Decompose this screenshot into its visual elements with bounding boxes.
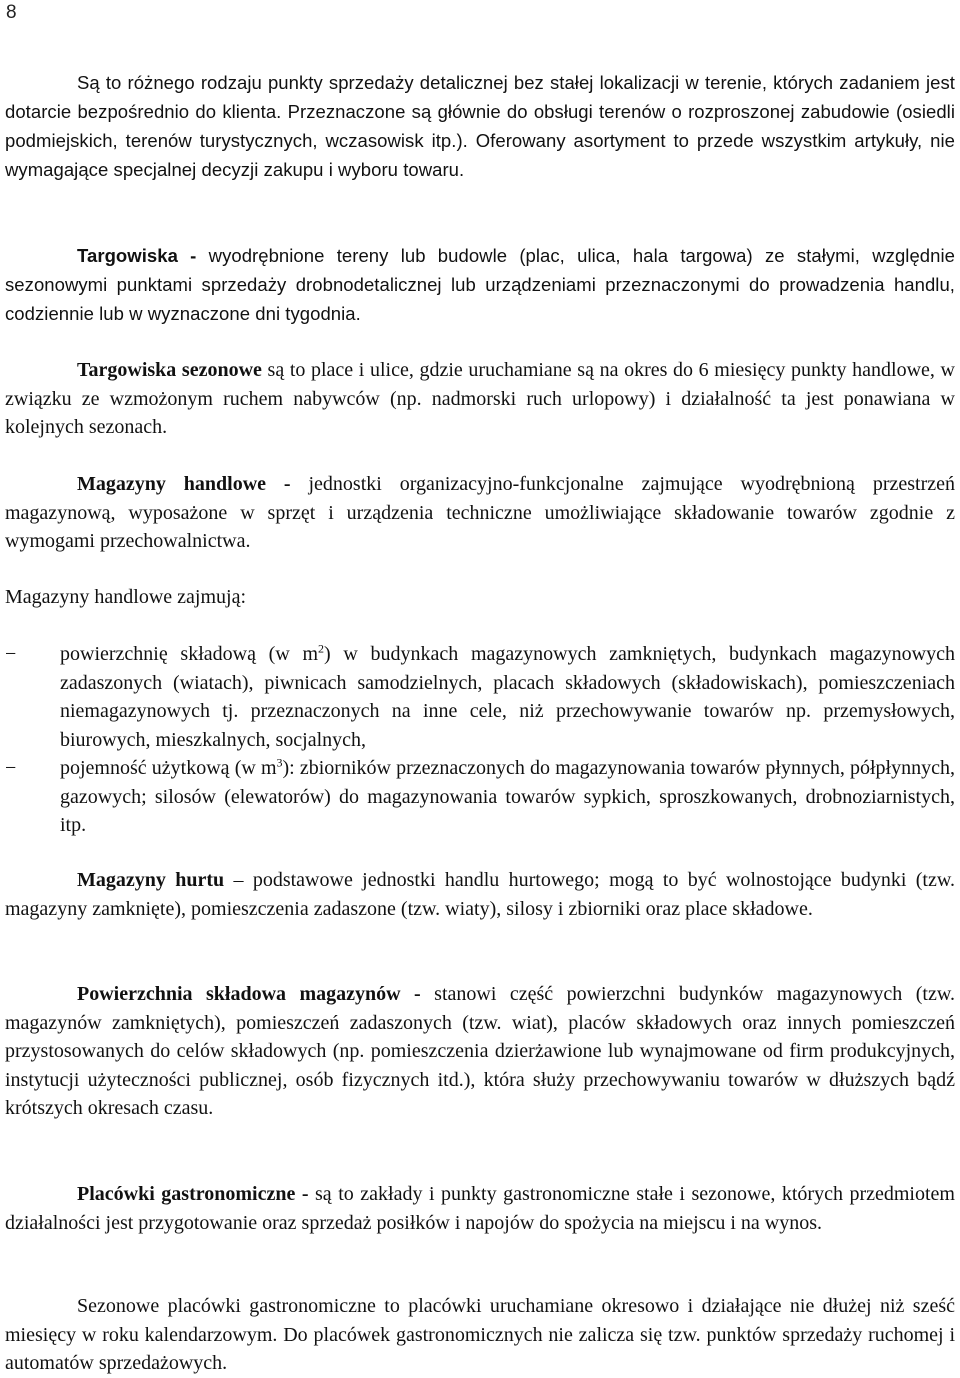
storage-list (5, 640, 955, 840)
definition-placowki-gastronomiczne: są to zakłady i punkty gastronomiczne stałe i sezonowe, których przedmiotem działalności jest przygotowanie oraz sprzedaż posiłków i napojów do spożycia na miejscu i na wynos. (5, 1183, 955, 1234)
term-magazyny-hurtu: Magazyny hurtu (77, 869, 225, 891)
term-targowiska: Targowiska - (77, 245, 197, 266)
term-powierzchnia-skladowa: Powierzchnia składowa magazynów - (77, 983, 421, 1005)
definition-targowiska: wyodrębnione tereny lub budowle (plac, ulica, hala targowa) ze stałymi, względnie sezonowymi punktami sprzedaży drobnodetalicznej lub urządzeniami przeznaczonymi do prowadzenia handlu, codziennie lub w wyznaczone dni tygodnia. (5, 245, 955, 324)
list-item: − pojemność użytkową (w $m^3$): zbiorników przeznaczonych do magazynowania towarów płynnych, półpłynnych, gazowych; silosów (elewatorów) do magazynowania towarów sypkich, sproszkowanych, drobnoziarnistych, itp. (5, 755, 955, 836)
paragraph-targowiska-sezonowe (5, 356, 955, 442)
paragraph-sezonowe-placowki: Sezonowe placówki gastronomiczne to placówki uruchamiane okresowo i działające nie dłużej niż sześć miesięcy w roku kalendarzowym. Do placówek gastronomicznych nie zalicza się tzw. punktów sprzedaży ruchomej i automatów sprzedażowych. (5, 1295, 955, 1374)
paragraph-targowiska (5, 241, 955, 328)
paragraph-mobile-points: Są to różnego rodzaju punkty sprzedaży detalicznej bez stałej lokalizacji w terenie, których zadaniem jest dotarcie bezpośrednio do klienta. Przeznaczone są głównie do obsługi terenów o rozproszonej zabudowie (osiedli podmiejskich, terenów turystycznych, wczasowisk itp.). Oferowany asortyment to przede wszystkim artykuły, nie wymagające specjalnej decyzji zakupu i wyboru towaru. (5, 72, 955, 180)
term-placowki-gastronomiczne: Placówki gastronomiczne - (77, 1183, 309, 1205)
list-item: − powierzchnię składową (w $m^2$) w budynkach magazynowych zamkniętych, budynkach magazynowych zadaszonych (wiatach), piwnicach samodzielnych, placach składowych (składowiskach), pomieszczeniach niemagazynowych tj. przeznaczonych na inne cele, niż przechowywanie towarów np. przemysłowych, biurowych, mieszkalnych, socjalnych, (5, 641, 955, 751)
paragraph-magazyny-zajmuja: Magazyny handlowe zajmują: (5, 586, 247, 608)
term-targowiska-sezonowe: Targowiska sezonowe (77, 359, 262, 381)
page-number: 8 (6, 2, 17, 23)
paragraph-powierzchnia-skladowa (5, 980, 955, 1123)
dash-bullet: − (5, 757, 17, 779)
definition-magazyny-hurtu: – podstawowe jednostki handlu hurtowego; mogą to być wolnostojące budynki (tzw. magazyny zamknięte), pomieszczenia zadaszone (tzw. wiaty), silosy i zbiorniki oraz place składowe. (5, 869, 955, 920)
definition-targowiska-sezonowe: są to place i ulice, gdzie uruchamiane są na okres do 6 miesięcy punkty handlowe, w związku ze wzmożonym ruchem nabywców (np. nadmorski ruch urlopowy) i działalność ta jest ponawiana w kolejnych sezonach. (5, 359, 955, 438)
definition-magazyny-handlowe: jednostki organizacyjno-funkcjonalne zajmujące wyodrębnioną przestrzeń magazynową, wyposażone w sprzęt i urządzenia techniczne umożliwiające składowanie towarów zgodnie z wymogami przechowalnictwa. (5, 473, 955, 552)
paragraph-magazyny-handlowe (5, 470, 955, 556)
paragraph-placowki-gastronomiczne (5, 1180, 955, 1237)
dash-bullet: − (5, 643, 17, 665)
definition-powierzchnia-skladowa: stanowi część powierzchni budynków magazynowych (tzw. magazynów zamkniętych), pomieszczeń zadaszonych (tzw. wiat), placów składowych oraz innych pomieszczeń przystosowanych do celów składowych (np. pomieszczenia dzierżawione lub wynajmowane od firm produkcyjnych, instytucji użyteczności publicznej, osób fizycznych itd.), która służy przechowywaniu towarów w dłuższych bądź krótszych okresach czasu. (5, 983, 955, 1119)
paragraph-magazyny-hurtu (5, 866, 955, 923)
term-magazyny-handlowe: Magazyny handlowe - (77, 473, 291, 495)
